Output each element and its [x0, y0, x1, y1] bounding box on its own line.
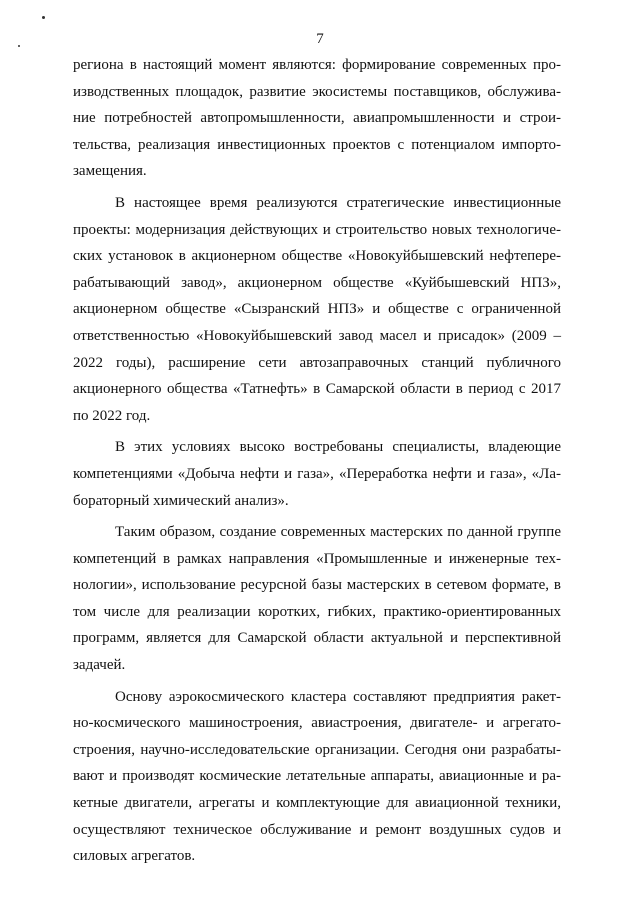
document-body — [73, 52, 561, 875]
page-number: 7 — [316, 31, 324, 47]
paragraph: Основу аэрокосмического кластера составляют предприятия ракетно-космического машиностроения, авиастроения, двигателе- и агрегатостроения, научно-исследовательские организации. Сегодня они разрабатывают и производят космические летательные аппараты, авиационные и ракетные двигатели, агрегаты и комплектующие для авиационной техники, осуществляют техническое обслуживание и ремонт воздушных судов и силовых агрегатов. — [73, 688, 561, 865]
scan-speck — [42, 16, 45, 19]
paragraph: региона в настоящий момент являются: формирование современных производственных площадок, развитие экосистемы поставщиков, обслуживание потребностей автопромышленности, авиапромышленности и строительства, реализация инвестиционных проектов с потенциалом импортозамещения. — [73, 57, 561, 180]
paragraph: В этих условиях высоко востребованы специалисты, владеющие компетенциями «Добыча нефти и газа», «Переработка нефти и газа», «Лабораторный химический анализ». — [73, 439, 561, 509]
paragraph: В настоящее время реализуются стратегические инвестиционные проекты: модернизация действующих и строительство новых технологических установок в акционерном обществе «Новокуйбышевский нефтеперерабатывающий завод», акционерном обществе «Куйбышевский НПЗ», акционерном обществе «Сызранский НПЗ» и обществе с ограниченной ответственностью «Новокуйбышевский завод масел и присадок» (2009 – 2022 годы), расширение сети автозаправочных станций публичного акционерного общества «Татнефть» в Самарской области в период с 2017 по 2022 год. — [73, 194, 561, 424]
paragraph: Таким образом, создание современных мастерских по данной группе компетенций в рамках направления «Промышленные и инженерные технологии», использование ресурсной базы мастерских в сетевом формате, в том числе для реализации коротких, гибких, практико-ориентированных программ, является для Самарской области актуальной и перспективной задачей. — [73, 524, 561, 674]
